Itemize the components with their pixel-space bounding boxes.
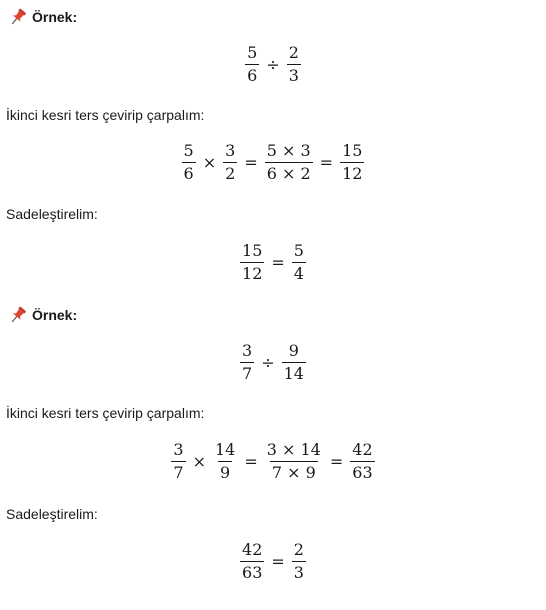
- denominator: 9: [220, 463, 231, 482]
- numerator: 42: [352, 440, 373, 459]
- numerator: 5 × 3: [266, 141, 311, 160]
- denominator: 3: [293, 563, 304, 582]
- problem-expression: [0, 44, 546, 85]
- numerator: 15: [242, 241, 263, 260]
- denominator: 12: [342, 164, 363, 183]
- equals-sign: =: [329, 452, 344, 471]
- fraction: [265, 142, 313, 183]
- example-heading: [8, 7, 77, 27]
- numerator: 3: [173, 440, 184, 459]
- equals-sign: =: [244, 452, 258, 471]
- numerator: 5: [247, 43, 258, 62]
- divide-operator: ÷: [261, 353, 275, 372]
- denominator: 12: [242, 264, 263, 283]
- pushpin-icon: [8, 305, 28, 325]
- step-label: İkinci kesri ters çevirip çarpalım:: [6, 107, 205, 123]
- fraction: [240, 242, 264, 283]
- denominator: 63: [242, 563, 263, 582]
- denominator: 3: [288, 66, 299, 85]
- denominator: 7: [173, 463, 184, 482]
- multiplication-step: [0, 441, 546, 482]
- fraction: [292, 541, 306, 582]
- fraction: [350, 441, 374, 482]
- simplify-step: [0, 541, 546, 582]
- numerator: 5: [293, 241, 304, 260]
- simplify-label: Sadeleştirelim:: [6, 206, 98, 222]
- fraction: [292, 242, 306, 283]
- denominator: 14: [283, 364, 304, 383]
- fraction: [223, 142, 237, 183]
- numerator: 3: [225, 141, 236, 160]
- fraction: [282, 342, 306, 383]
- problem-expression: [0, 342, 546, 383]
- times-operator: ×: [202, 153, 217, 172]
- simplify-step: [0, 242, 546, 283]
- fraction: [245, 44, 259, 85]
- fraction: [287, 44, 301, 85]
- denominator: 7 × 9: [271, 463, 316, 482]
- denominator: 4: [293, 264, 304, 283]
- numerator: 42: [242, 540, 263, 559]
- divide-operator: ÷: [266, 55, 280, 74]
- step-label: İkinci kesri ters çevirip çarpalım:: [6, 405, 205, 421]
- simplify-label: Sadeleştirelim:: [6, 506, 98, 522]
- equals-sign: =: [244, 153, 258, 172]
- numerator: 9: [288, 341, 299, 360]
- equals-sign: =: [271, 253, 285, 272]
- fraction: [240, 541, 264, 582]
- numerator: 2: [288, 43, 299, 62]
- numerator: 14: [214, 440, 236, 459]
- equals-sign: =: [319, 153, 334, 172]
- fraction: [171, 441, 185, 482]
- multiplication-step: [0, 142, 546, 183]
- pushpin-icon: [8, 7, 28, 27]
- fraction: [182, 142, 196, 183]
- fraction: [213, 441, 237, 482]
- fraction: [240, 342, 254, 383]
- example-heading-text: Örnek:: [32, 9, 78, 25]
- denominator: 6: [247, 66, 258, 85]
- denominator: 7: [242, 364, 253, 383]
- times-operator: ×: [192, 452, 206, 471]
- equals-sign: =: [271, 552, 285, 571]
- numerator: 15: [342, 141, 363, 160]
- example-heading-text: Örnek:: [32, 307, 78, 323]
- numerator: 3: [242, 341, 253, 360]
- denominator: 6 × 2: [266, 164, 311, 183]
- numerator: 5: [183, 141, 194, 160]
- fraction: [340, 142, 364, 183]
- denominator: 6: [183, 164, 194, 183]
- numerator: 2: [293, 540, 304, 559]
- numerator: 3 × 14: [266, 440, 321, 459]
- example-heading: [8, 305, 77, 325]
- fraction: [265, 441, 323, 482]
- denominator: 63: [352, 463, 373, 482]
- denominator: 2: [225, 164, 236, 183]
